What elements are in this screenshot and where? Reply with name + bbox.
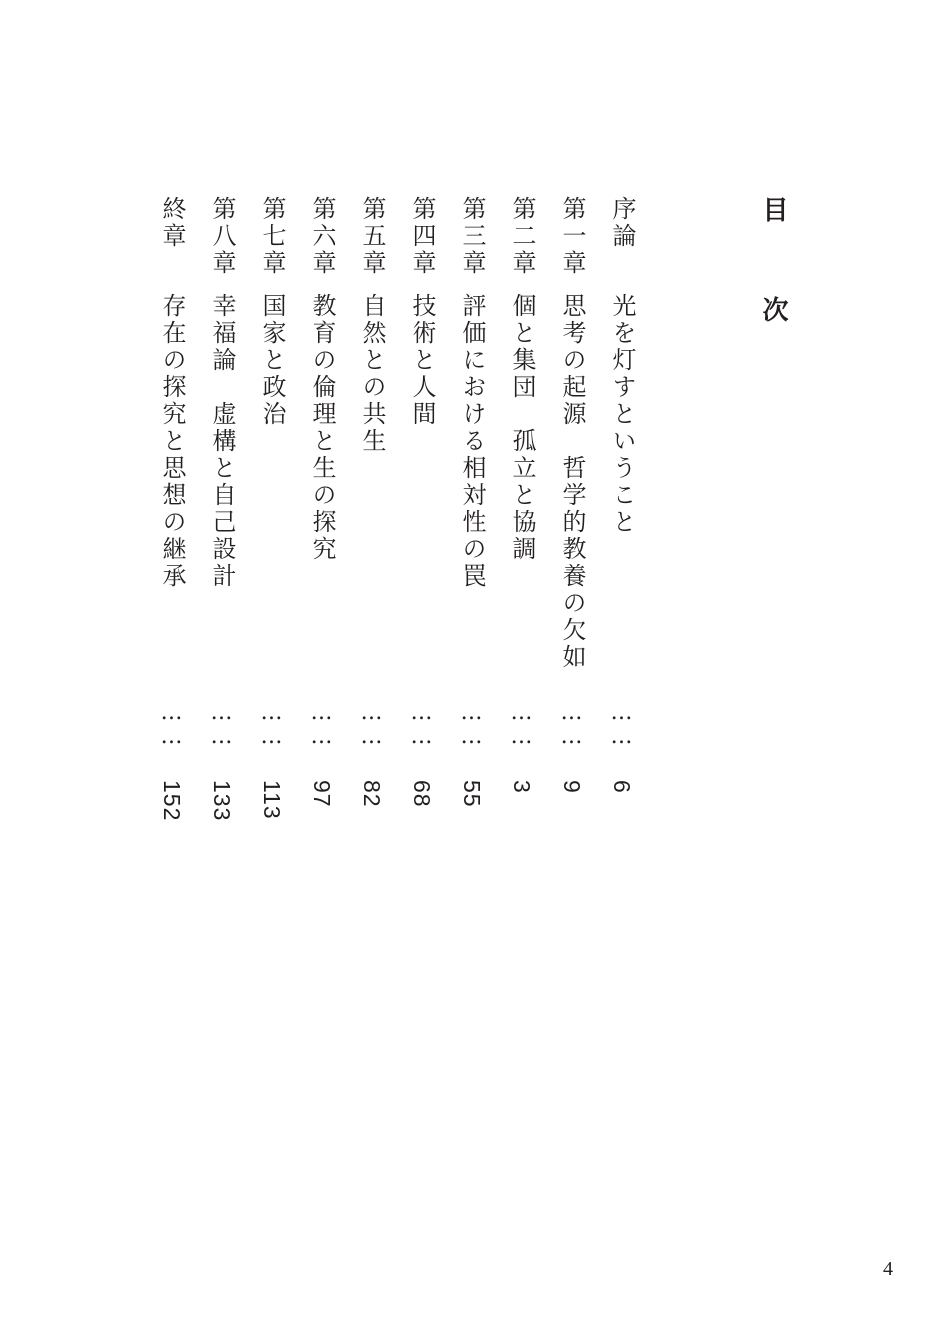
toc-entry-label: 序論 xyxy=(608,196,636,250)
toc-entry-label: 第二章 xyxy=(508,196,536,277)
toc-entry-title: 思考の起源 哲学的教養の欠如 xyxy=(558,293,586,671)
toc-entry-page: 82 xyxy=(359,780,385,808)
toc-entry-page: 55 xyxy=(459,780,485,808)
toc-entry-leader: …… xyxy=(209,700,234,748)
toc-entry-label: 第八章 xyxy=(208,196,236,277)
toc-entry-title: 光を灯すということ xyxy=(608,293,636,536)
toc-entry-label: 第五章 xyxy=(358,196,386,277)
toc-entry-page: 97 xyxy=(309,780,335,808)
toc-entry-leader: …… xyxy=(159,700,184,748)
toc-entry-title: 幸福論 虚構と自己設計 xyxy=(208,293,236,590)
toc-entry-page: 113 xyxy=(259,780,285,820)
toc-entry-label: 第一章 xyxy=(558,196,586,277)
toc-entry-label: 第七章 xyxy=(258,196,286,277)
toc-entry-title: 存在の探究と思想の継承 xyxy=(158,293,186,590)
toc-entry-label: 第六章 xyxy=(308,196,336,277)
toc-entry-leader: …… xyxy=(409,700,434,748)
toc-entry-leader: …… xyxy=(509,700,534,748)
toc-heading: 目 次 xyxy=(758,196,788,344)
toc-entry-leader: …… xyxy=(459,700,484,748)
toc-entry-title: 個と集団 孤立と協調 xyxy=(508,293,536,563)
toc-entry-page: 68 xyxy=(409,780,435,808)
toc-entry-leader: …… xyxy=(259,700,284,748)
toc-entry-leader: …… xyxy=(609,700,634,748)
toc-entry-leader: …… xyxy=(359,700,384,748)
toc-entry-page: 6 xyxy=(609,780,635,794)
toc-entry-label: 第三章 xyxy=(458,196,486,277)
toc-entry-page: 152 xyxy=(159,780,185,822)
toc-entry-label: 第四章 xyxy=(408,196,436,277)
toc-entry-title: 自然との共生 xyxy=(358,293,386,455)
toc-entry-title: 国家と政治 xyxy=(258,293,286,428)
toc-entry-page: 133 xyxy=(209,780,235,822)
toc-entry-page: 9 xyxy=(559,780,585,794)
toc-entry-leader: …… xyxy=(309,700,334,748)
toc-entry-title: 技術と人間 xyxy=(408,293,436,428)
page-number: 4 xyxy=(883,1258,893,1280)
toc-entry-page: 3 xyxy=(509,780,535,794)
toc-entry-leader: …… xyxy=(559,700,584,748)
toc-entry-title: 評価における相対性の罠 xyxy=(458,293,486,590)
toc-entry-title: 教育の倫理と生の探究 xyxy=(308,293,336,563)
toc-entry-label: 終章 xyxy=(158,196,186,250)
